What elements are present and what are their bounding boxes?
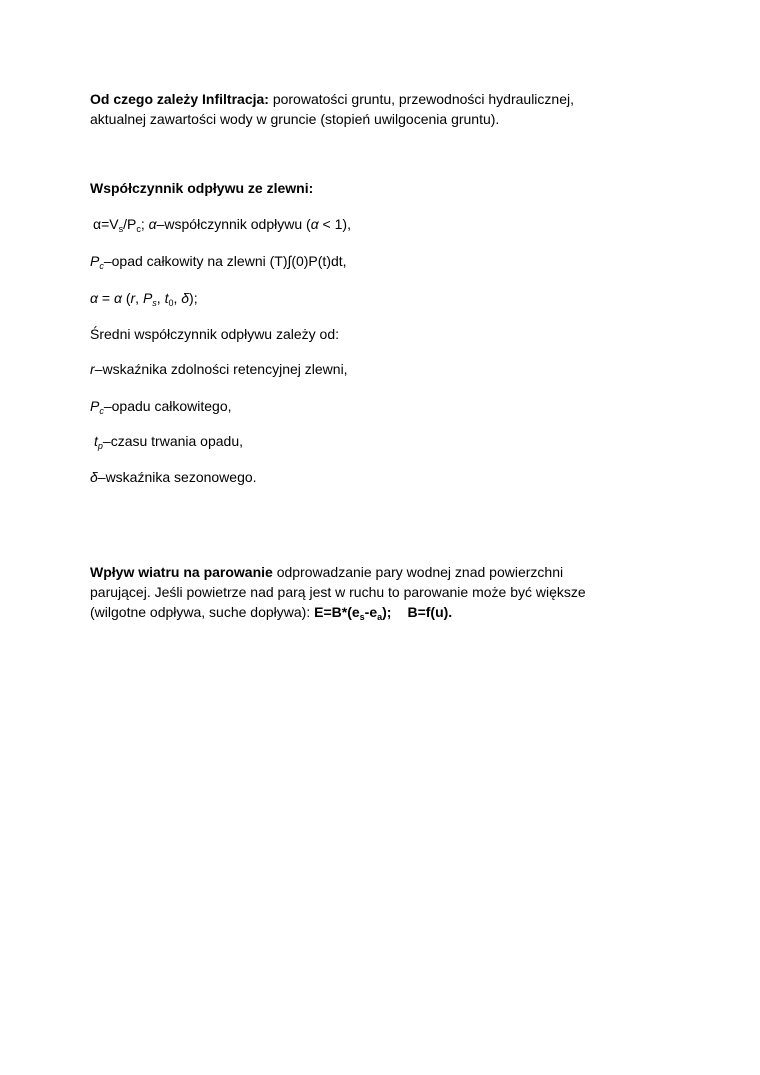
formula-text: , — [156, 290, 165, 306]
wind-paragraph — [90, 562, 650, 622]
wind-line-2: parującej. Jeśli powietrze nad parą jest w ruchu to parowanie może być większe — [90, 584, 586, 600]
alpha-symbol: α — [93, 216, 102, 232]
list-item-text: –wskaźnika zdolności retencyjnej zlewni, — [94, 361, 348, 377]
formula-text: –współczynnik odpływu ( — [156, 216, 311, 232]
formula-text: , — [173, 290, 182, 306]
subscript: c — [136, 224, 141, 234]
list-item-pc — [90, 396, 650, 416]
subscript: s — [118, 224, 124, 234]
subscript: s — [359, 612, 365, 622]
infiltration-line-1 — [90, 89, 650, 109]
wind-line-3 — [90, 602, 650, 622]
subscript: c — [99, 406, 104, 416]
list-item-text: –wskaźnika sezonowego. — [97, 469, 257, 485]
formula-text: ; — [140, 216, 149, 232]
subscript: s — [152, 298, 157, 308]
symbol-t: t — [94, 433, 98, 449]
runoff-heading: Współczynnik odpływu ze zlewni: — [90, 180, 314, 196]
formula-text: , — [135, 290, 143, 306]
wind-function-formula: B=f(u). — [407, 604, 453, 620]
runoff-depends-text: Średni współczynnik odpływu zależy od: — [90, 326, 340, 342]
infiltration-paragraph — [90, 89, 650, 129]
symbol-p: P — [90, 398, 100, 414]
wind-text-3: (wilgotne odpływa, suche dopływa): — [90, 604, 315, 620]
formula-text: ( — [121, 290, 131, 306]
formula-text: /P — [123, 216, 137, 232]
formula-text: ); — [382, 604, 392, 620]
list-item-text: –czasu trwania opadu, — [102, 433, 243, 449]
formula-text: =V — [101, 216, 119, 232]
infiltration-text-1: porowatości gruntu, przewodności hydraulicznej, — [268, 91, 574, 107]
formula-text: = — [97, 290, 114, 306]
formula-text: ); — [189, 290, 198, 306]
runoff-formula-2 — [90, 251, 650, 271]
formula-text: E=B*(e — [314, 604, 360, 620]
infiltration-line-2: aktualnej zawartości wody w gruncie (stopień uwilgocenia gruntu). — [90, 111, 500, 127]
delta-symbol: δ — [90, 469, 98, 485]
list-item-text: –opadu całkowitego, — [103, 398, 232, 414]
alpha-symbol: α — [90, 290, 98, 306]
runoff-formula-3 — [90, 288, 650, 308]
evaporation-formula — [314, 604, 391, 620]
symbol-r: r — [130, 290, 136, 306]
symbol-p: P — [90, 253, 100, 269]
symbol-t: t — [164, 290, 169, 306]
alpha-symbol: α — [148, 216, 157, 232]
wind-text-1: odprowadzanie pary wodnej znad powierzchni — [272, 564, 564, 580]
runoff-formula-1 — [93, 214, 653, 234]
symbol-r: r — [90, 361, 95, 377]
subscript: p — [97, 441, 103, 451]
subscript: 0 — [168, 298, 174, 308]
wind-line-1 — [90, 562, 650, 582]
delta-symbol: δ — [181, 290, 190, 306]
list-item-delta — [90, 467, 650, 487]
infiltration-heading: Od czego zależy Infiltracja: — [90, 91, 269, 107]
formula-text: < 1), — [318, 216, 351, 232]
formula-text: -e — [364, 604, 378, 620]
list-item-tp — [94, 431, 654, 451]
formula-text: –opad całkowity na zlewni (T)∫(0)P(t)dt, — [103, 253, 347, 269]
alpha-symbol: α — [310, 216, 319, 232]
list-item-r — [90, 359, 650, 379]
alpha-symbol: α — [113, 290, 122, 306]
symbol-p: P — [142, 290, 153, 306]
subscript: a — [377, 612, 383, 622]
wind-heading: Wpływ wiatru na parowanie — [90, 564, 273, 580]
subscript: c — [99, 261, 104, 271]
